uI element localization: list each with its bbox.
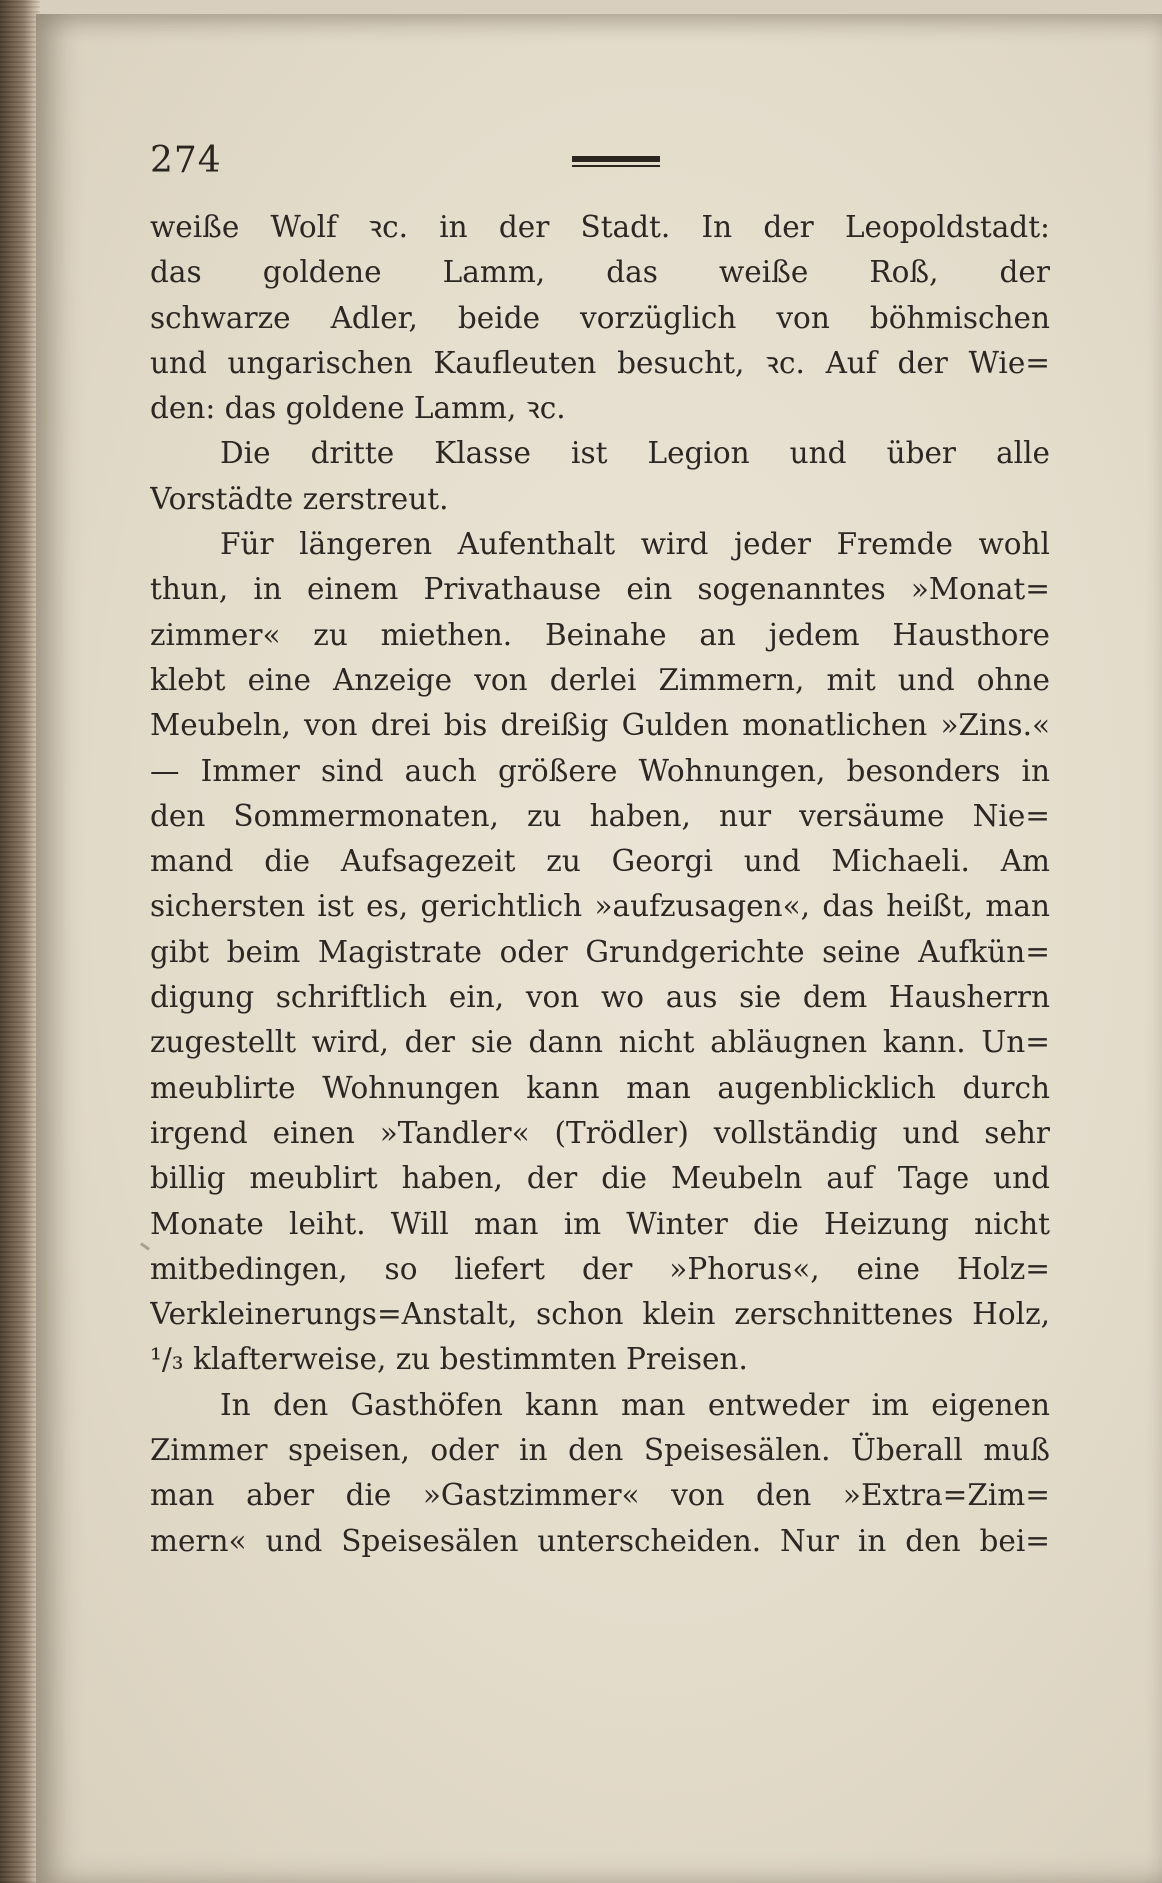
book-spine-edge [0, 0, 40, 1883]
text-line: Zimmer speisen, oder in den Speisesälen. Überall muß [150, 1433, 1050, 1468]
text-line: man aber die »Gastzimmer« von den »Extra=Zim= [150, 1478, 1050, 1513]
text-line: Vorstädte zerstreut. [150, 481, 449, 516]
text-line: weiße Wolf ꝛc. in der Stadt. In der Leopoldstadt: [150, 210, 1050, 244]
text-line: Monate leiht. Will man im Winter die Heizung nicht [150, 1206, 1050, 1241]
page-header [150, 140, 1050, 190]
text-line: billig meublirt haben, der die Meubeln auf Tage und [150, 1161, 1050, 1196]
text-line: das goldene Lamm, das weiße Roß, der [150, 255, 1050, 290]
text-line: den: das goldene Lamm, ꝛc. [150, 391, 566, 426]
text-line: Die dritte Klasse ist Legion und über alle [220, 436, 1050, 471]
text-line: zimmer« zu miethen. Beinahe an jedem Hausthore [150, 617, 1050, 652]
page-number: 274 [150, 140, 222, 181]
text-line: mitbedingen, so liefert der »Phorus«, eine Holz= [150, 1251, 1050, 1286]
text-line: irgend einen »Tandler« (Trödler) vollständig und sehr [150, 1115, 1050, 1150]
body-text [150, 205, 1050, 1564]
text-line: ¹/₃ klafterweise, zu bestimmten Preisen. [150, 1342, 748, 1377]
text-line: In den Gasthöfen kann man entweder im eigenen [220, 1387, 1050, 1422]
text-line: gibt beim Magistrate oder Grundgerichte seine Aufkün= [150, 934, 1050, 969]
text-line: mand die Aufsagezeit zu Georgi und Michaeli. Am [150, 844, 1050, 879]
text-line: Verkleinerungs=Anstalt, schon klein zerschnittenes Holz, [150, 1297, 1050, 1332]
text-line: sichersten ist es, gerichtlich »aufzusagen«, das heißt, man [150, 889, 1050, 924]
text-line: — Immer sind auch größere Wohnungen, besonders in [150, 753, 1050, 788]
text-line: klebt eine Anzeige von derlei Zimmern, mit und ohne [150, 662, 1050, 697]
text-line: mern« und Speisesälen unterscheiden. Nur in den bei= [150, 1523, 1050, 1558]
text-line: und ungarischen Kaufleuten besucht, ꝛc. Auf der Wie= [150, 345, 1050, 380]
ornament-thin-bar [572, 165, 660, 167]
text-line: den Sommermonaten, zu haben, nur versäume Nie= [150, 798, 1050, 833]
text-line: meublirte Wohnungen kann man augenblicklich durch [150, 1070, 1050, 1105]
text-line: digung schriftlich ein, von wo aus sie dem Hausherrn [150, 980, 1050, 1015]
text-line: Für längeren Aufenthalt wird jeder Fremde wohl [220, 527, 1050, 562]
text-line: schwarze Adler, beide vorzüglich von böhmischen [150, 300, 1050, 335]
text-line: Meubeln, von drei bis dreißig Gulden monatlichen »Zins.« [150, 708, 1050, 743]
text-line: thun, in einem Privathause ein sogenanntes »Monat= [150, 572, 1050, 607]
header-ornament-rule [572, 156, 660, 168]
text-line: zugestellt wird, der sie dann nicht abläugnen kann. Un= [150, 1025, 1050, 1060]
